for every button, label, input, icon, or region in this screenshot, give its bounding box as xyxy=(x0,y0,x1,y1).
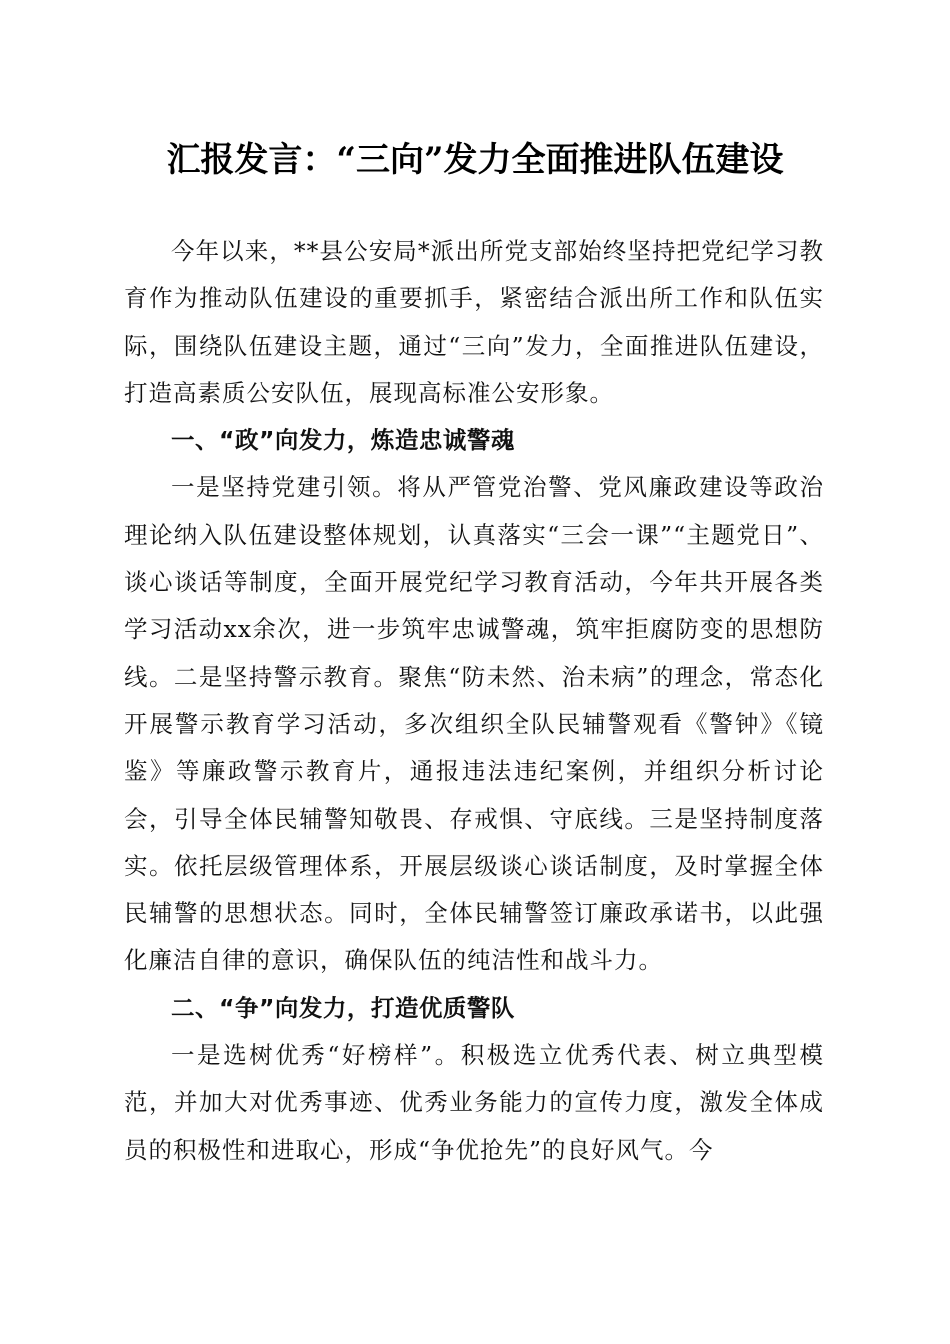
section-2-paragraph: 一是选树优秀“好榜样”。积极选立优秀代表、树立典型模范，并加大对优秀事迹、优秀业务能力的宣传力度，激发全体成员的积极性和进取心，形成“争优抢先”的良好风气。今 xyxy=(124,1041,824,1164)
section-1-paragraph: 一是坚持党建引领。将从严管党治警、党风廉政建设等政治理论纳入队伍建设整体规划，认真落实“三会一课”“主题党日”、谈心谈话等制度，全面开展党纪学习教育活动，今年共开展各类学习活动xx余次，进一步筑牢忠诚警魂，筑牢拒腐防变的思想防线。二是坚持警示教育。聚焦“防未然、治未病”的理念，常态化开展警示教育学习活动，多次组织全队民辅警观看《警钟》《镜鉴》等廉政警示教育片，通报违法违纪案例，并组织分析讨论会，引导全体民辅警知敬畏、存戒惧、守底线。三是坚持制度落实。依托层级管理体系，开展层级谈心谈话制度，及时掌握全体民辅警的思想状态。同时，全体民辅警签订廉政承诺书，以此强化廉洁自律的意识，确保队伍的纯洁性和战斗力。 xyxy=(124,473,824,975)
intro-paragraph: 今年以来，**县公安局*派出所党支部始终坚持把党纪学习教育作为推动队伍建设的重要抓手，紧密结合派出所工作和队伍实际，围绕队伍建设主题，通过“三向”发力，全面推进队伍建设，打造高素质公安队伍，展现高标准公安形象。 xyxy=(124,237,824,407)
document-title: 汇报发言：“三向”发力全面推进队伍建设 xyxy=(166,140,784,180)
section-heading-1: 一、“政”向发力，炼造忠诚警魂 xyxy=(171,426,515,455)
section-heading-2: 二、“争”向发力，打造优质警队 xyxy=(171,993,515,1022)
document-body xyxy=(124,228,824,1174)
